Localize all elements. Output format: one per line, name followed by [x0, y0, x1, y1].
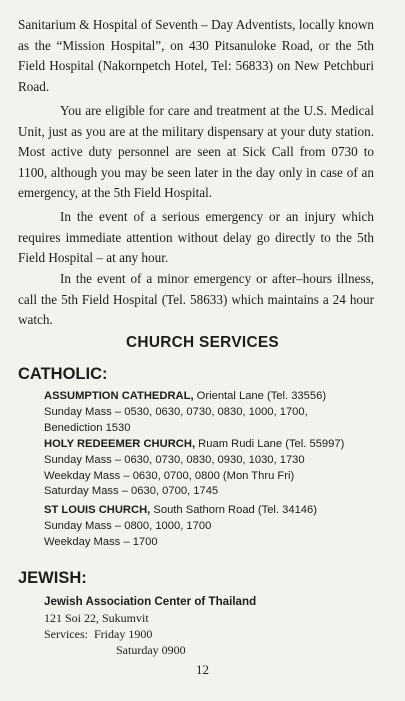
jewish-center-address: 121 Soi 22, Sukumvit: [44, 611, 149, 625]
church-name: ASSUMPTION CATHEDRAL,: [44, 390, 194, 402]
mass-times: Benediction 1530: [44, 421, 131, 434]
mass-times: Weekday Mass – 0630, 0700, 0800 (Mon Thru Fri): [44, 469, 295, 482]
church-address: South Sathorn Road (Tel. 34146): [150, 504, 317, 516]
church-st-louis: [44, 503, 384, 550]
church-address: Oriental Lane (Tel. 33556): [193, 390, 327, 402]
church-name: ST LOUIS CHURCH,: [44, 504, 151, 516]
church-address: Ruam Rudi Lane (Tel. 55997): [195, 438, 345, 450]
church-holy-redeemer: [44, 437, 384, 500]
services-friday: Friday 1900: [94, 627, 153, 641]
catholic-heading: CATHOLIC:: [18, 365, 108, 383]
mass-times: Sunday Mass – 0630, 0730, 0830, 0930, 1030, 1730: [44, 453, 305, 466]
jewish-association-center: [44, 594, 384, 658]
section-title: CHURCH SERVICES: [125, 334, 280, 351]
paragraph-serious-emergency: In the event of a serious emergency or an injury which requires immediate attention without delay go directly to the 5th Field Hospital – at any hour.: [18, 209, 374, 266]
paragraph-eligibility: You are eligible for care and treatment at the U.S. Medical Unit, just as you are at the military dispensary at your duty station. Most active duty personnel are seen at Sick Call from 0730 to 1100, although you may be seen later in the day only in case of an emergency, at the 5th Field Hospital.: [18, 103, 374, 201]
mass-times: Sunday Mass – 0530, 0630, 0730, 0830, 1000, 1700,: [44, 405, 308, 418]
paragraph-hospital-locations: Sanitarium & Hospital of Seventh – Day Adventists, locally known as the “Mission Hospital”, on 430 Pitsanuloke Road, or the 5th Field Hospital (Nakornpetch Hotel, Tel: 56833) on New Petchburi Road.: [18, 17, 374, 94]
jewish-center-name: Jewish Association Center of Thailand: [44, 595, 257, 608]
church-name: HOLY REDEEMER CHURCH,: [44, 438, 196, 450]
paragraph-minor-emergency: In the event of a minor emergency or after–hours illness, call the 5th Field Hospital (Tel. 58633) which maintains a 24 hour watch.: [18, 271, 374, 328]
services-saturday: Saturday 0900: [116, 643, 186, 657]
jewish-heading: JEWISH:: [18, 569, 87, 587]
mass-times: Weekday Mass – 1700: [44, 535, 158, 548]
mass-times: Sunday Mass – 0800, 1000, 1700: [44, 519, 212, 532]
services-label: Services:: [44, 627, 88, 641]
church-assumption-cathedral: [44, 389, 384, 436]
mass-times: Saturday Mass – 0630, 0700, 1745: [44, 485, 219, 498]
page-number: 12: [196, 662, 209, 677]
